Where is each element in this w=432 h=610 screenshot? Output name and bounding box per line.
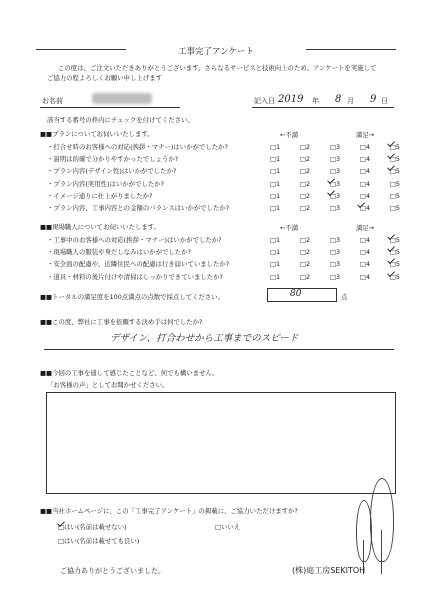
- question-text: ・プラン内容(デザイン性)はいかがでしたか?: [47, 167, 177, 176]
- question-text: ・プラン内容(実用性)はいかがでしたか?: [47, 179, 165, 188]
- rating-scale: [270, 144, 400, 150]
- rating-option-2[interactable]: □2: [299, 248, 311, 257]
- year-unit: 年: [312, 97, 319, 105]
- entry-month: 8: [335, 94, 342, 105]
- rating-option-2[interactable]: □2: [299, 260, 311, 269]
- rating-option-1[interactable]: □1: [270, 167, 281, 176]
- rating-scale: [270, 168, 400, 174]
- section1-scale-low: ←不満: [280, 131, 299, 139]
- rating-scale: [270, 156, 400, 162]
- rating-option-3[interactable]: □3: [329, 204, 341, 212]
- day-unit: 日: [381, 97, 388, 105]
- rating-option-3[interactable]: □3: [329, 191, 341, 200]
- month-unit: 月: [347, 97, 354, 105]
- question-text: ・現場職人の服装や身だしなみはいかがでしたか?: [47, 248, 191, 257]
- rating-option-4[interactable]: □4: [359, 143, 371, 151]
- rating-option-2[interactable]: □2: [299, 143, 311, 151]
- homepage-label: ■■当社ホームページに、この「工事完了アンケート」の掲載に、ご協力いただけますか?: [40, 507, 298, 515]
- rating-option-3[interactable]: □3: [329, 179, 341, 188]
- rating-option-2[interactable]: □2: [299, 155, 311, 164]
- section2-heading: ■■現場職人についてお伺いいたします。: [40, 223, 161, 231]
- rating-option-5[interactable]: □5: [389, 272, 400, 281]
- question-text: ・道具・材料の後片付けや清掃はしっかりできていましたか?: [47, 272, 223, 281]
- score-value: 80: [290, 289, 302, 299]
- question-text: ・安全面の配慮や、近隣住民への配慮は行き届いていましたか?: [47, 260, 230, 269]
- rating-option-4[interactable]: □4: [359, 236, 371, 244]
- rating-option-1[interactable]: □1: [270, 155, 281, 164]
- rating-option-3[interactable]: □3: [329, 236, 341, 244]
- rating-option-4[interactable]: □4: [359, 272, 371, 281]
- rating-option-4[interactable]: □4: [359, 260, 371, 269]
- entry-day: 9: [370, 94, 377, 105]
- section2-scale-low: ←不満: [280, 224, 299, 232]
- rating-option-4[interactable]: □4: [359, 167, 371, 176]
- rating-option-3[interactable]: □3: [329, 167, 341, 176]
- section2-scale-high: 満足→: [356, 224, 375, 232]
- rating-option-5[interactable]: □5: [389, 179, 400, 188]
- rating-option-2[interactable]: □2: [299, 191, 311, 200]
- rating-scale: [270, 261, 400, 267]
- rating-scale: [270, 205, 400, 211]
- section1-heading: ■■プランについてお伺いいたします。: [40, 130, 154, 138]
- rating-option-3[interactable]: □3: [329, 272, 341, 281]
- rating-option-4[interactable]: □4: [359, 179, 371, 188]
- rating-option-2[interactable]: □2: [299, 167, 311, 176]
- question-text: ・プラン内容、工事内容との金額のバランスはいかがでしたか?: [47, 204, 230, 212]
- rating-option-5[interactable]: □5: [389, 191, 400, 200]
- rating-option-4[interactable]: □4: [359, 204, 371, 212]
- rating-option-4[interactable]: □4: [359, 191, 371, 200]
- rating-option-5[interactable]: □5: [389, 236, 400, 244]
- rating-scale: [270, 181, 400, 187]
- rating-option-1[interactable]: □1: [270, 179, 281, 188]
- rating-scale: [270, 274, 400, 280]
- page-title: 工事完了アンケート: [0, 45, 432, 57]
- decision-underline: [44, 349, 394, 350]
- rating-option-3[interactable]: □3: [329, 260, 341, 269]
- rating-option-5[interactable]: □5: [389, 155, 400, 164]
- comments-box[interactable]: [46, 392, 396, 494]
- rating-scale: [270, 193, 400, 199]
- thanks-text: ご協力ありがとうございました。: [60, 567, 165, 575]
- decision-answer: デザイン、打合わせから工事までのスピード: [110, 333, 299, 344]
- date-underline: [252, 107, 394, 108]
- question-text: ・工事中のお客様への対応(挨拶・マナー)はいかがでしたか?: [47, 236, 222, 244]
- intro-line-2: ご協力の程よろしくお願い申し上げます: [47, 74, 163, 82]
- rating-option-5[interactable]: □5: [389, 248, 400, 257]
- section1-scale-high: 満足→: [356, 131, 375, 139]
- homepage-no[interactable]: □いいえ: [215, 523, 241, 531]
- entry-date-label: 記入日: [254, 97, 275, 105]
- intro-line-1: この度は、ご注文いただきありがとうございます。さらなるサービスと技術向上のため、アンケートを実施して: [58, 64, 377, 72]
- decision-label: ■■この度、弊社に工事を依頼する決め手は何でしたか?: [40, 318, 203, 326]
- rating-option-5[interactable]: □5: [389, 260, 400, 269]
- company-name: (株)庭工房SEKITOH: [292, 566, 366, 575]
- name-underline: [40, 107, 180, 108]
- name-label: お名前: [42, 97, 63, 105]
- entry-year: 2019: [278, 94, 304, 105]
- tree-trunk-right: [381, 530, 382, 574]
- rating-option-5[interactable]: □5: [389, 143, 400, 151]
- rating-option-1[interactable]: □1: [270, 248, 281, 257]
- rating-option-2[interactable]: □2: [299, 236, 311, 244]
- rating-option-2[interactable]: □2: [299, 272, 311, 281]
- redacted-name: [92, 93, 152, 104]
- rating-option-4[interactable]: □4: [359, 155, 371, 164]
- rating-option-1[interactable]: □1: [270, 260, 281, 269]
- rating-option-1[interactable]: □1: [270, 236, 281, 244]
- homepage-yes-anon[interactable]: □はい(名前は載せない): [58, 523, 127, 531]
- rating-scale: [270, 237, 400, 243]
- rating-option-2[interactable]: □2: [299, 179, 311, 188]
- tree-icon-right: [370, 478, 394, 562]
- question-text: ・打合せ時のお客様への対応(挨拶・マナー)はいかがでしたか?: [47, 143, 228, 151]
- comments-label: ■■今回の工事を通して感じたことなど、何でも構いません。: [40, 369, 219, 377]
- rating-option-4[interactable]: □4: [359, 248, 371, 257]
- rating-option-1[interactable]: □1: [270, 143, 281, 151]
- rating-option-3[interactable]: □3: [329, 143, 341, 151]
- question-text: ・イメージ通りに仕上がりましたか?: [47, 191, 153, 200]
- rating-option-2[interactable]: □2: [299, 204, 311, 212]
- rating-option-1[interactable]: □1: [270, 204, 281, 212]
- rating-option-1[interactable]: □1: [270, 191, 281, 200]
- total-label: ■■トータルの満足度を100点満点の点数で採点してください。: [40, 293, 225, 301]
- rating-option-5[interactable]: □5: [389, 204, 400, 212]
- homepage-yes-named[interactable]: □はい(名前は載せても良い): [58, 537, 140, 545]
- instruction: 該当する番号の枠内にチェックを付けてください。: [47, 116, 194, 124]
- question-text: ・説明は的確で分かりやすかったでしょうか?: [47, 155, 179, 164]
- score-box[interactable]: [267, 288, 337, 302]
- rating-option-1[interactable]: □1: [270, 272, 281, 281]
- rating-option-5[interactable]: □5: [389, 167, 400, 176]
- score-unit: 点: [341, 293, 348, 301]
- rating-option-3[interactable]: □3: [329, 248, 341, 257]
- comments-sublabel: 「お客様の声」としてお聞かせください。: [47, 381, 169, 389]
- rating-scale: [270, 249, 400, 255]
- rating-option-3[interactable]: □3: [329, 155, 341, 164]
